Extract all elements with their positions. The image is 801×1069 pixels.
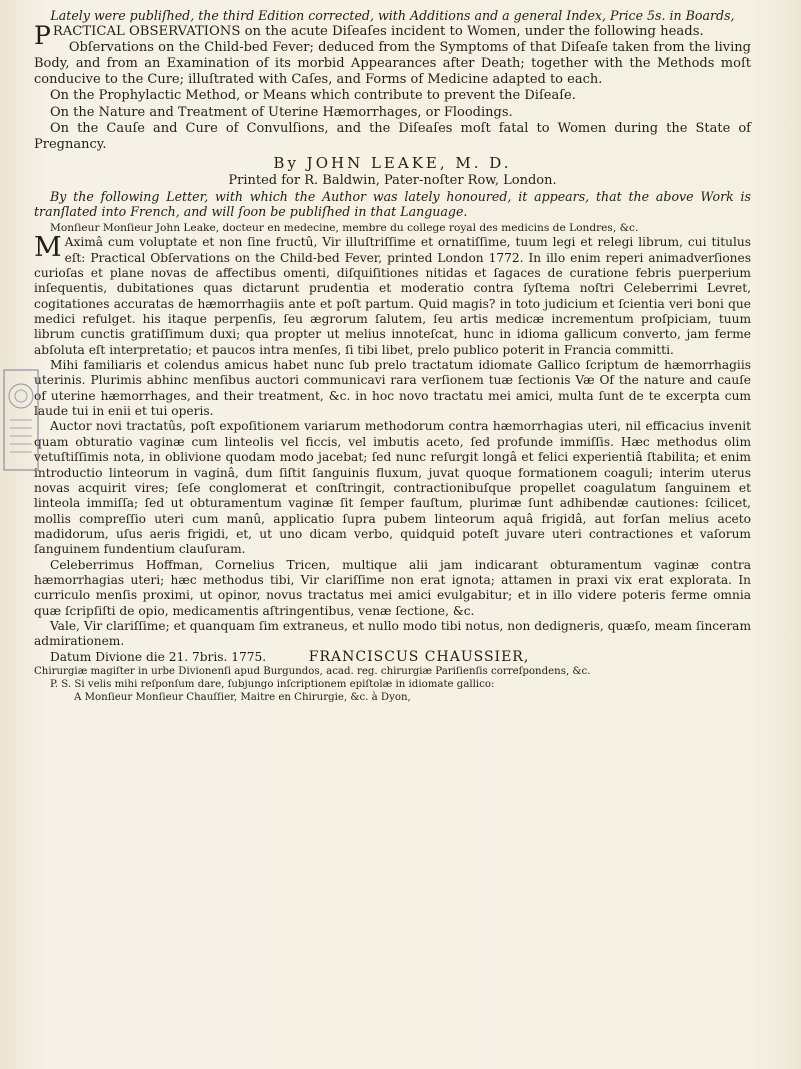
- signer-credentials: Chirurgiæ magiſter in urbe Divionenſi apud Burgundos, acad. reg. chirurgiæ Pariſienſis correſpondens, &c.: [34, 665, 591, 677]
- letter-date: Datum Divione die 21. 7bris. 1775.: [50, 649, 267, 664]
- author-line: By JOHN LEAKE, M. D.: [273, 153, 512, 172]
- printer-line: Printed for R. Baldwin, Pater-noſter Row, London.: [228, 172, 557, 188]
- contents-paragraph-2: On the Prophylactic Method, or Means which contribute to prevent the Diſeaſe.: [50, 88, 576, 104]
- contents-paragraph-3: On the Nature and Treatment of Uterine Hæmorrhages, or Floodings.: [50, 104, 513, 120]
- title-dropcap: P: [34, 21, 51, 50]
- translation-note: By the following Letter, with which the Author was lately honoured, it appears, that the above Work is tranſlated into French, and will ſoon be publiſhed in that Language.: [34, 188, 751, 220]
- letter-paragraph-3: Auctor novi tractatûs, poſt expoſitionem variarum methodorum contra hæmorrhagias uteri, nil efficacius invenit quam obturatio vaginæ cum linteolis vel ficcis, vel imbutis aceto, ſed profunde immiſſis. Hæc methodus olim vetuſtiſſimis nota, in oblivione quodam modo jacebat; ſed nunc reſurgit longâ et felici experientiâ ſtabilita; et enim introductio linteorum in vaginâ, dum ſiſtit ſanguinis fluxum, juvat quoque formationem coaguli; interim uterus novas acquirit vires; ſeſe conglomerat et conſtringit, contractionibuſque propellet coagulatum ſanguinem et linteola immiſſa; ſed ut obturamentum vaginæ ſit ſemper fauſtum, plurimæ ſunt adhibendæ cautiones: ſcilicet, mollis compreſſio uteri cum manû, applicatio ſupra pubem linteorum aquâ frigidâ, aut forſan melius aceto madidorum, uſus aeris frigidi, et, ut uno dicam verbo, quidquid poteſt juvare uteri contractiones et vaſorum ſanguinem fundentium clauſuram.: [34, 419, 751, 557]
- letter-salutation: Monſieur Monſieur John Leake, docteur en medecine, membre du college royal des medicins de Londres, &c.: [50, 221, 639, 234]
- letter-paragraph-4: Celeberrimus Hoffman, Cornelius Tricen, multique alii jam indicarant obturamentum vaginæ contra hæmorrhagias uteri; hæc methodus tibi, Vir clariſſime non erat ignota; attamen in praxi vix erat explorata. In curriculo menſis proximi, ut opinor, novus tractatus mei amici evulgabitur; et in illo videre poteris ferme omnia quæ ſcripſiſti de opio, medicamentis aſtringentibus, venæ ſectione, &c.: [34, 557, 751, 618]
- letter-paragraph-1: [34, 232, 751, 358]
- advertisement-intro: Lately were publiſhed, the third Edition corrected, with Additions and a general Index, Price 5s. in Boards,: [50, 8, 735, 23]
- letter-dropcap: M: [34, 232, 62, 264]
- letter-signature: FRANCISCUS CHAUSSIER,: [308, 648, 530, 665]
- letter-paragraph-2: Mihi familiaris et colendus amicus habet nunc ſub prelo tractatum idiomate Gallico ſcriptum de hæmorrhagiis uterinis. Plurimis abhinc menſibus auctori communicavi rara verſionem tuæ ſectionis Væ Of the nature and cauſe of uterine hæmorrhages, and their treatment, &c. in hoc novo tractatu mei amici, multa ſunt de te excerpta cum laude tui in enii et tui operis.: [34, 358, 751, 419]
- library-stamp-icon: [2, 368, 40, 472]
- book-title: [34, 21, 751, 50]
- letter-date-signature: [34, 650, 751, 665]
- postscript-address: A Monſieur Monſieur Chauſſier, Maitre en Chirurgie, &c. à Dyon,: [74, 692, 411, 704]
- letter-paragraph-5: Vale, Vir clariſſime; et quanquam ſim extraneus, et nullo modo tibi notus, non dedigneris, quæſo, meam ſinceram admirationem.: [34, 618, 751, 649]
- contents-paragraph-4: On the Cauſe and Cure of Convulſions, and the Diſeaſes moſt fatal to Women during the State of Pregnancy.: [34, 120, 751, 152]
- contents-paragraph-1: Obſervations on the Child-bed Fever; deduced from the Symptoms of that Diſeaſe taken from the living Body, and from an Examination of its morbid Appearances after Death; together with the Methods moſt conducive to the Cure; illuſtrated with Caſes, and Forms of Medicine adapted to each.: [34, 40, 751, 88]
- postscript: P. S. Si velis mihi reſponſum dare, ſubjungo inſcriptionem epiſtolæ in idiomate gallico:: [50, 679, 495, 691]
- title-text: RACTICAL OBSERVATIONS on the acute Diſeaſes incident to Women, under the following heads.: [52, 24, 704, 39]
- letter-paragraph-1-text: Aximâ cum voluptate et non ſine fructû, Vir illuſtriſſime et ornatiſſime, tuum legi et relegi librum, cui titulus eſt: Practical Obſervations on the Child-bed Fever, printed London 1772. In illo enim reperi animadverſiones curioſas et plane novas de affectibus omenti, diſquiſitiones nitidas et ſagaces de curatione febris puerperium inſequentis, dubitationes quas dictarunt prudentia et moderatio contra ſyſtema noſtri Celeberrimi Levret, cogitationes accuratas de hæmorrhagiis ante et poſt partum. Quid magis? in toto judicium et ſcientia veri boni que medici refulget. his itaque perpenſis, ſeu ægrorum ſalutem, ſeu artis medicæ incrementum proſpiciam, tuum librum cunctis gratiſſimum duxi; qua propter ut melius innoteſcat, hunc in idioma gallicum converto, jam ferme abſoluta eſt interpretatio; et paucos intra menſes, ſi tibi libet, prelo publico poterit in Francia committi.: [34, 235, 751, 357]
